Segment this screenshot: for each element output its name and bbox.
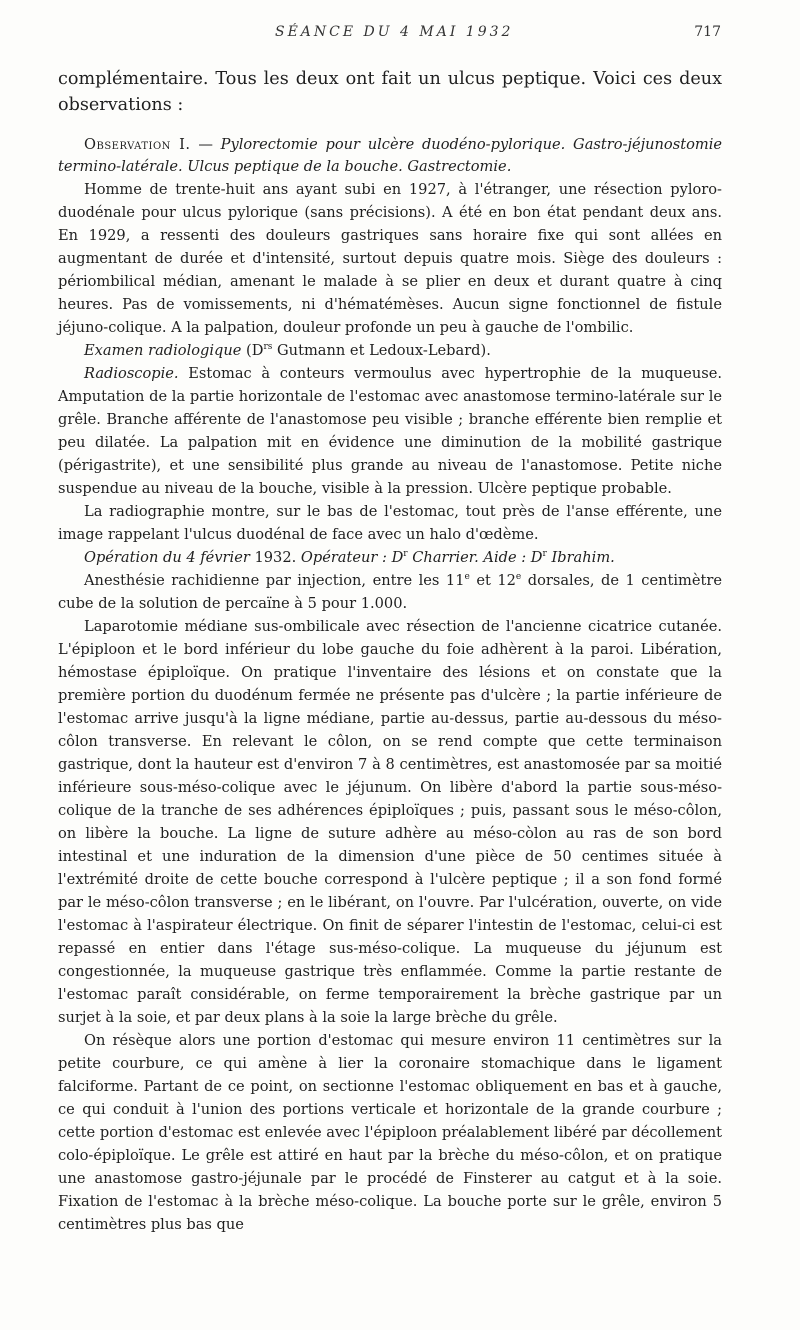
body-text bbox=[58, 66, 722, 1236]
operation-paragraph bbox=[58, 546, 722, 569]
aide-sup: r bbox=[542, 549, 547, 560]
operator-label: Opérateur : D bbox=[300, 549, 404, 566]
running-header bbox=[0, 24, 800, 46]
resection-paragraph: On résèque alors une portion d'estomac qui mesure environ 11 centimètres sur la petite courbure, ce qui amène à lier la coronaire stomachique dans le ligament falciforme. Partant de ce point, on sectionne l'estomac obliquement en bas et à gauche, ce qui conduit à l'union des portions verticale et horizontale de la grande courbure ; cette portion d'estomac est enlevée avec l'épiploon préalablement libéré par décollement colo-épiploïque. Le grêle est attiré en haut par la brèche du méso-côlon, et on pratique une anastomose gastro-jéjunale par le procédé de Finsterer au catgut et à la soie. Fixation de l'estomac à la brèche méso-colique. La bouche porte sur le grêle, environ 5 centimètres plus bas que bbox=[58, 1032, 722, 1233]
observation-label: Observation I. bbox=[84, 136, 191, 153]
anesthesia-part2: et 12 bbox=[469, 572, 516, 589]
observation-title: Pylorectomie pour ulcère duodéno-pylorique. Gastro-jéjunostomie termino-latérale. Ulcus peptique de la bouche. Gastrectomie. bbox=[58, 136, 722, 175]
operation-label: Opération du 4 février bbox=[84, 549, 250, 566]
anesthesia-paragraph bbox=[58, 569, 722, 615]
exam-doctors-names: Gutmann et Ledoux-Lebard). bbox=[272, 342, 491, 359]
observation-dash: — bbox=[190, 136, 221, 153]
laparotomy-paragraph: Laparotomie médiane sus-ombilicale avec résection de l'ancienne cicatrice cutanée. L'épiploon et le bord inférieur du lobe gauche du foie adhèrent à la paroi. Libération, hémostase épiploïque. On pratique l'inventaire des lésions et on constate que la première portion du duodénum fermée ne présente pas d'ulcère ; la partie inférieure de l'estomac arrive jusqu'à la ligne médiane, partie au-dessus, partie au-dessous du méso-côlon transverse. En relevant le côlon, on se rend compte que cette terminaison gastrique, dont la hauteur est d'environ 7 à 8 centimètres, est anastomosée par sa moitié inférieure sous-méso-colique avec le jéjunum. On libère d'abord la partie sous-méso-colique de la tranche de ses adhérences épiploïques ; puis, passant sous le méso-côlon, on libère la bouche. La ligne de suture adhère au méso-còlon au ras de son bord intestinal et une induration de la dimension d'une pièce de 50 centimes située à l'extrémité droite de cette bouche correspond à l'ulcère peptique ; il a son fond formé par le méso-côlon transverse ; en le libérant, on l'ouvre. Par l'ulcération, ouverte, on vide l'estomac à l'aspirateur électrique. On finit de séparer l'intestin de l'estomac, celui-ci est repassé en entier dans l'étage sus-méso-colique. La muqueuse du jéjunum est congestionnée, la muqueuse gastrique très enflammée. Comme la partie restante de l'estomac paraît considérable, on ferme temporairement la brèche gastrique par un surjet à la soie, et par deux plans à la soie la large brèche du grêle. bbox=[58, 618, 722, 1026]
page-number: 717 bbox=[694, 24, 721, 40]
exam-doctors-sup: rs bbox=[263, 342, 273, 353]
anesthesia-part1: Anesthésie rachidienne par injection, entre les 11 bbox=[84, 572, 465, 589]
operator-sup: r bbox=[403, 549, 408, 560]
history-paragraph: Homme de trente-huit ans ayant subi en 1927, à l'étranger, une résection pyloro-duodénale pour ulcus pylorique (sans précisions). A été en bon état pendant deux ans. En 1929, a ressenti des douleurs gastriques sans horaire fixe qui sont allées en augmentant de durée et d'intensité, surtout depuis quatre mois. Siège des douleurs : périombilical médian, amenant le malade à se plier en deux et durant quatre à cinq heures. Pas de vomissements, ni d'hématémèses. Aucun signe fonctionnel de fistule jéjuno-colique. A la palpation, douleur profonde un peu à gauche de l'ombilic. bbox=[58, 181, 722, 336]
running-title: SÉANCE DU 4 MAI 1932 bbox=[275, 24, 514, 40]
operation-year: 1932. bbox=[249, 549, 301, 566]
exam-paragraph bbox=[58, 339, 722, 362]
intro-paragraph: complémentaire. Tous les deux ont fait un ulcus peptique. Voici ces deux observations : bbox=[58, 69, 722, 115]
anesthesia-part3: dorsales, de 1 centimètre cube de la solution de percaïne à 5 pour 1.000. bbox=[58, 572, 722, 612]
anesthesia-sup2: e bbox=[515, 572, 522, 583]
radioscopy-paragraph bbox=[58, 362, 722, 500]
radiography-paragraph: La radiographie montre, sur le bas de l'estomac, tout près de l'anse efférente, une image rappelant l'ulcus duodénal de face avec un halo d'œdème. bbox=[58, 503, 722, 543]
operator-rest: Charrier. Aide : D bbox=[407, 549, 543, 566]
exam-doctors-prefix: (D bbox=[241, 342, 264, 359]
radioscopy-label: Radioscopie. bbox=[84, 365, 179, 382]
radioscopy-text: Estomac à conteurs vermoulus avec hypertrophie de la muqueuse. Amputation de la partie horizontale de l'estomac avec anastomose termino-latérale sur le grêle. Branche afférente de l'anastomose peu visible ; branche efférente bien remplie et peu dilatée. La palpation mit en évidence une diminution de la mobilité gastrique (périgastrite), et une sensibilité plus grande au niveau de l'anastomose. Petite niche suspendue au niveau de la bouche, visible à la pression. Ulcère peptique probable. bbox=[58, 365, 722, 497]
aide-rest: Ibrahim. bbox=[546, 549, 615, 566]
anesthesia-sup1: e bbox=[464, 572, 470, 583]
exam-label: Examen radiologique bbox=[84, 342, 242, 359]
observation-heading bbox=[58, 134, 722, 178]
